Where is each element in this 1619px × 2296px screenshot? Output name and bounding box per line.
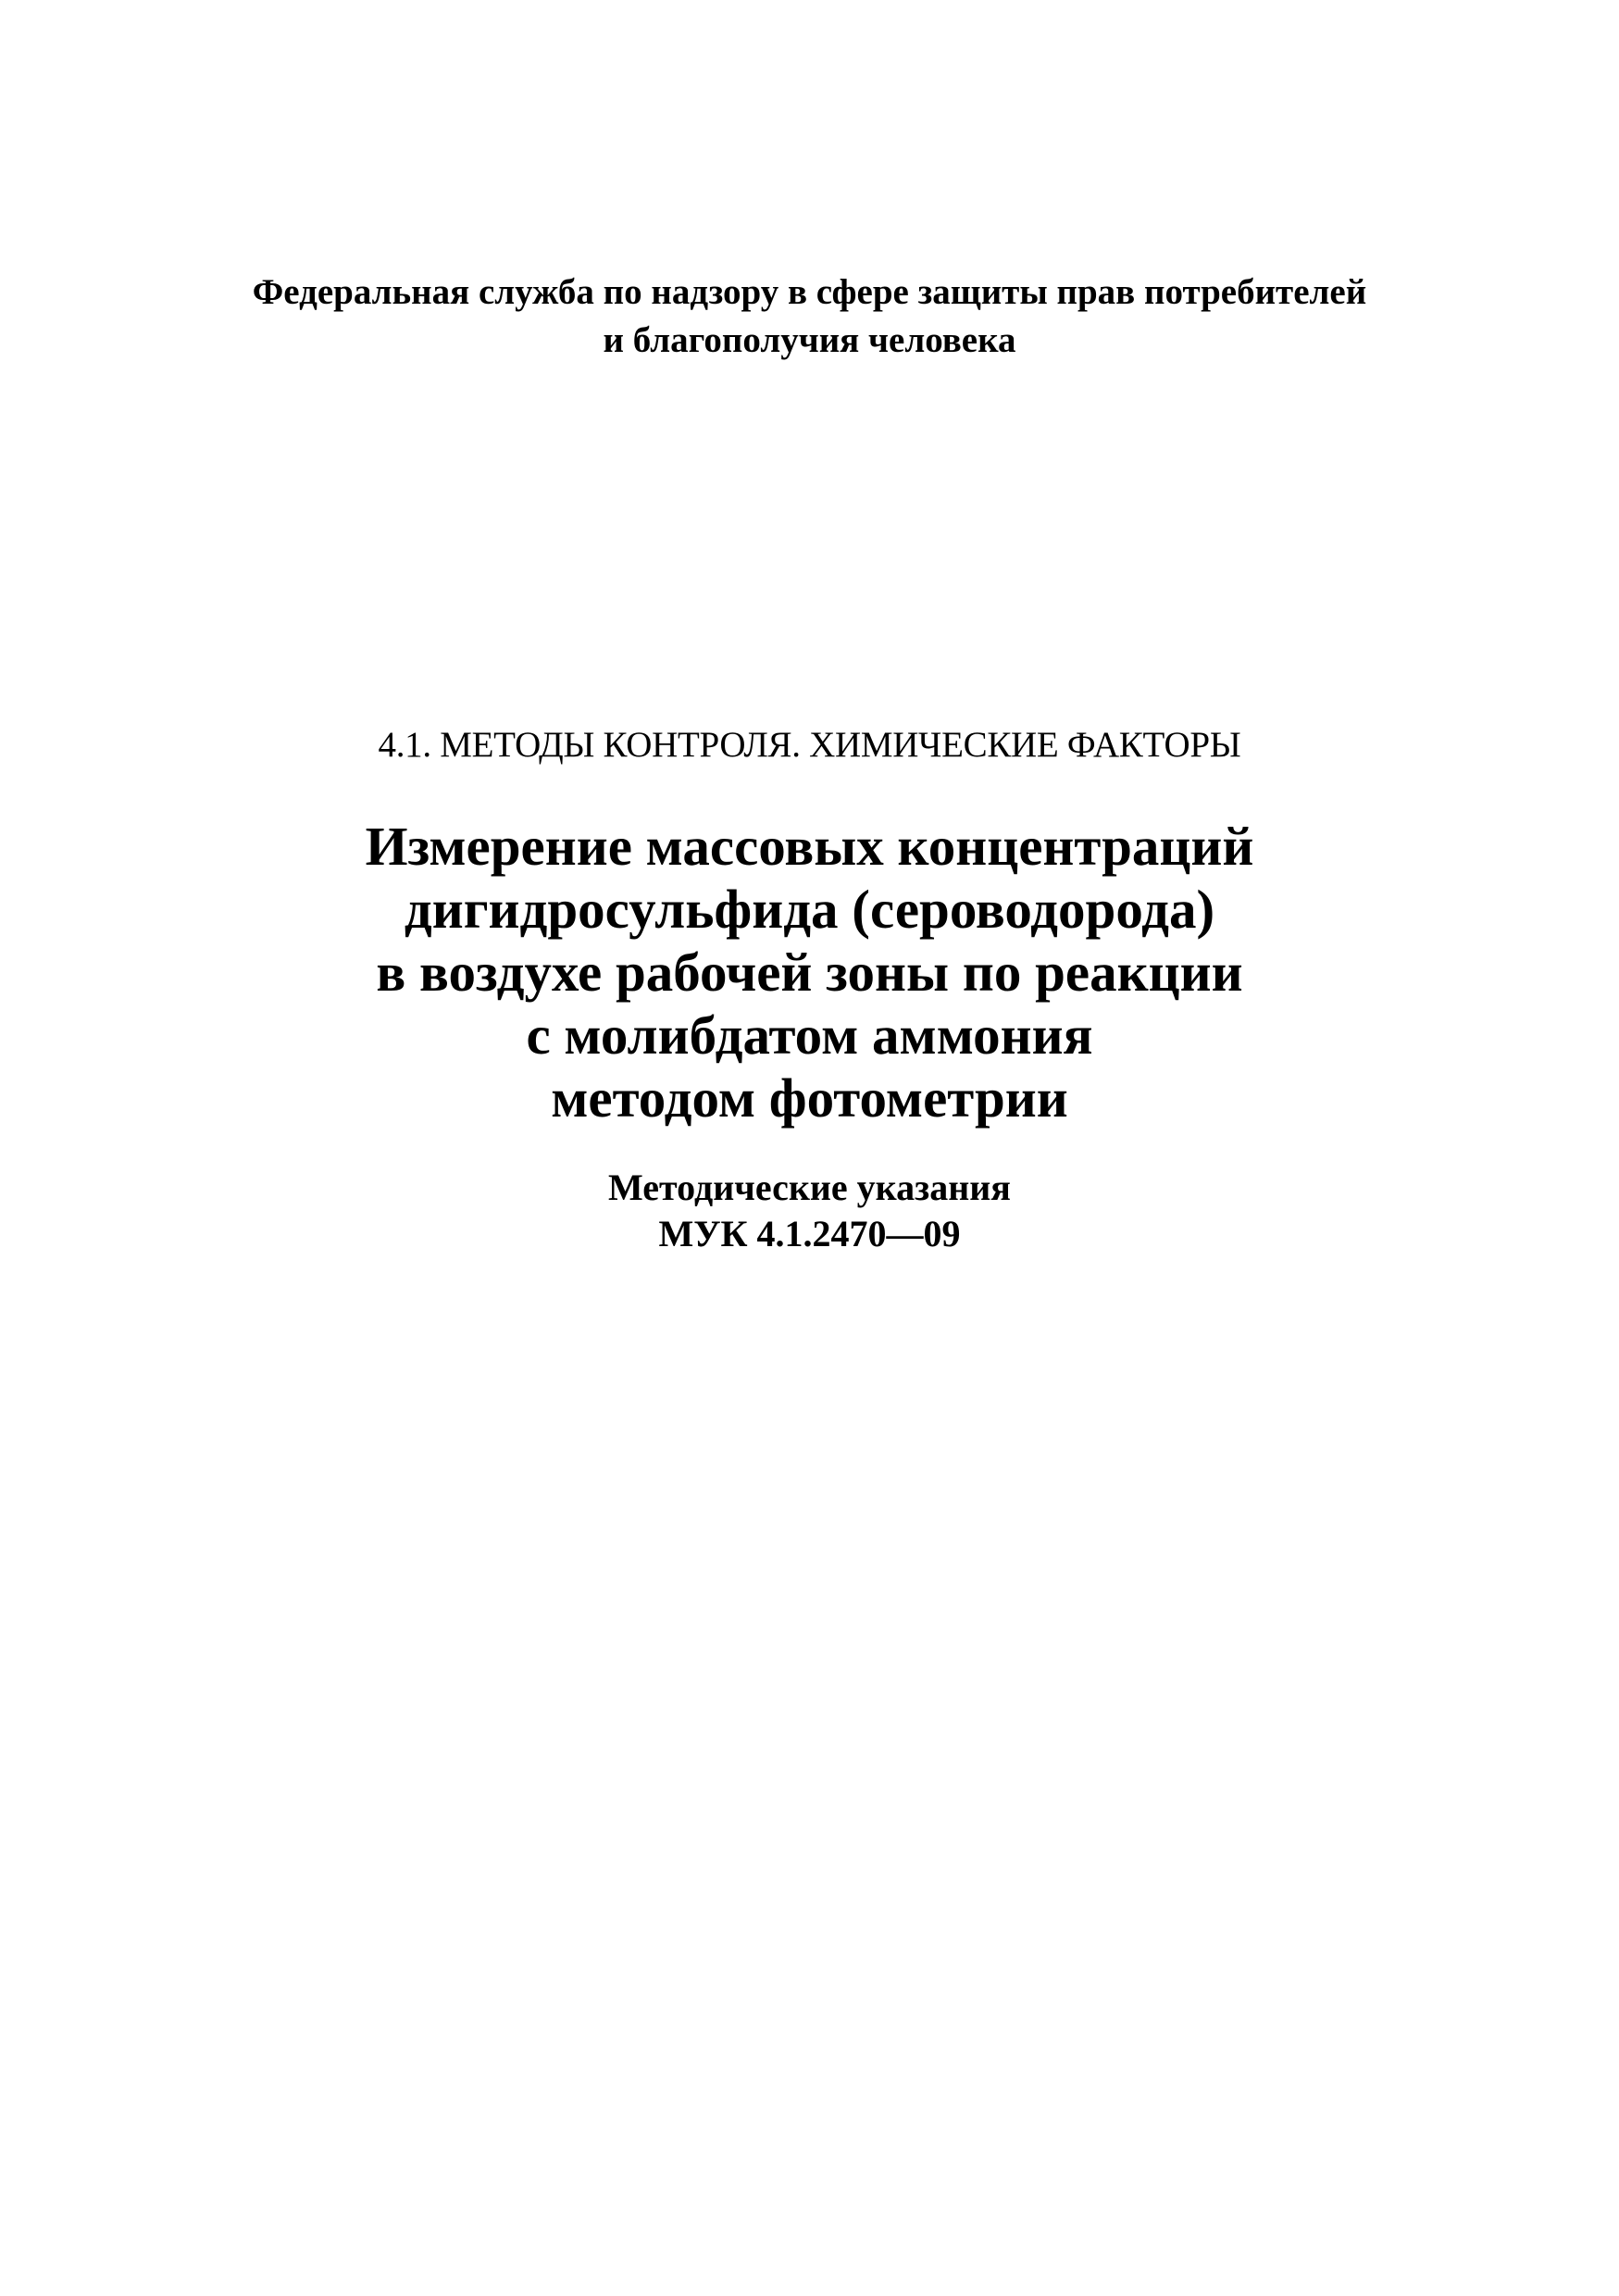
agency-name-line-2: и благополучия человека [603, 320, 1016, 360]
document-type: Методические указания [608, 1167, 1011, 1208]
series-label: 4.1. МЕТОДЫ КОНТРОЛЯ. ХИМИЧЕСКИЕ ФАКТОРЫ [378, 725, 1241, 765]
document-type-block [0, 1165, 1619, 1257]
title-line-4: с молибдатом аммония [526, 1004, 1093, 1066]
agency-header [0, 268, 1619, 365]
title-line-2: дигидросульфида (сероводорода) [404, 879, 1215, 940]
agency-name-line-1: Федеральная служба по надзору в сфере защиты прав потребителей [252, 272, 1367, 312]
document-number: МУК 4.1.2470—09 [658, 1213, 961, 1254]
title-line-3: в воздухе рабочей зоны по реакции [376, 942, 1243, 1003]
title-line-1: Измерение массовых концентраций [365, 816, 1254, 877]
title-line-5: методом фотометрии [551, 1067, 1068, 1129]
series-heading [0, 722, 1619, 768]
document-title [0, 815, 1619, 1129]
